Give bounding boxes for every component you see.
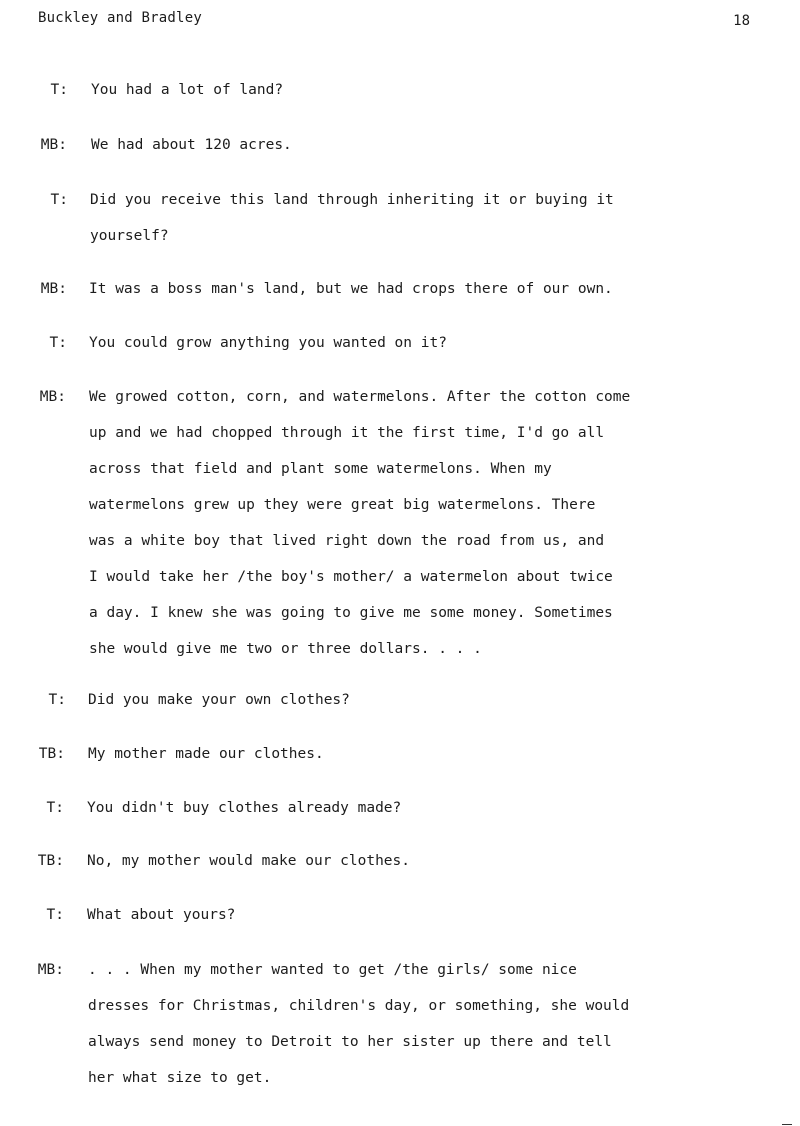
speaker-label: T: bbox=[46, 800, 64, 816]
speech-text: You could grow anything you wanted on it? bbox=[89, 335, 447, 351]
speaker-label: MB: bbox=[37, 962, 64, 978]
speech-text: Did you receive this land through inheriting it or buying it yourself? bbox=[90, 192, 614, 244]
speech-text: You had a lot of land? bbox=[91, 82, 284, 98]
speaker-label: T: bbox=[48, 692, 66, 708]
speaker-label: T: bbox=[50, 82, 68, 98]
speaker-label: MB: bbox=[40, 137, 67, 153]
speech-text: We had about 120 acres. bbox=[91, 137, 292, 153]
speaker-label: TB: bbox=[38, 746, 65, 762]
speech-text: My mother made our clothes. bbox=[88, 746, 324, 762]
speaker-label: TB: bbox=[37, 853, 64, 869]
speech-text: What about yours? bbox=[87, 907, 236, 923]
speech-text: Did you make your own clothes? bbox=[88, 692, 350, 708]
page-number: 18 bbox=[733, 13, 750, 29]
speech-text: It was a boss man's land, but we had crops there of our own. bbox=[89, 281, 613, 297]
speaker-label: MB: bbox=[40, 281, 67, 297]
speaker-label: MB: bbox=[39, 389, 66, 405]
speaker-label: T: bbox=[49, 335, 67, 351]
speech-text: No, my mother would make our clothes. bbox=[87, 853, 411, 869]
speech-text: We growed cotton, corn, and watermelons. After the cotton come up and we had chopped through it the first time, I'd go all across that field and plant some watermelons. When my watermelons grew up they were great big watermelons. There was a white boy that lived right down the road from us, and I would take her /the boy's mother/ a watermelon about twice a day. I knew she was going to give me some money. Sometimes she would give me two or three dollars. . . . bbox=[89, 389, 631, 657]
running-header-authors: Buckley and Bradley bbox=[38, 10, 202, 26]
speaker-label: T: bbox=[46, 907, 64, 923]
page-edge-mark bbox=[782, 1124, 792, 1125]
speaker-label: T: bbox=[50, 192, 68, 208]
speech-text: . . . When my mother wanted to get /the girls/ some nice dresses for Christmas, children's day, or something, she would always send money to Detroit to her sister up there and tell her what size to get. bbox=[88, 962, 630, 1086]
speech-text: You didn't buy clothes already made? bbox=[87, 800, 402, 816]
